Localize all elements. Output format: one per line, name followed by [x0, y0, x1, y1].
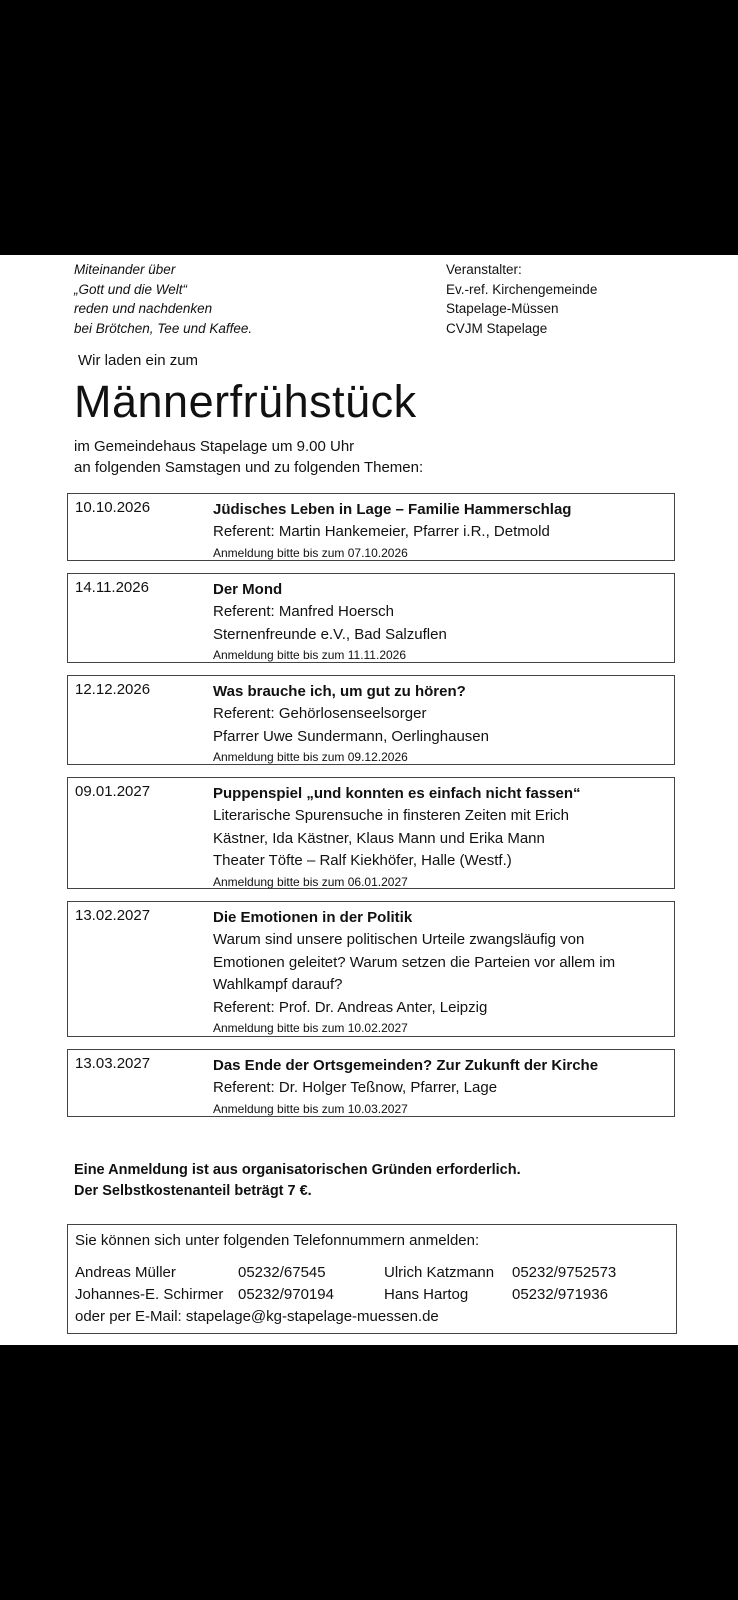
venue-line: im Gemeindehaus Stapelage um 9.00 Uhr	[74, 438, 355, 455]
event-details	[213, 499, 673, 563]
event-box	[67, 493, 675, 561]
note-line: Der Selbstkostenanteil beträgt 7 €.	[74, 1183, 312, 1199]
event-line: Referent: Dr. Holger Teßnow, Pfarrer, Lage	[213, 1079, 498, 1096]
event-registration: Anmeldung bitte bis zum 11.11.2026	[213, 648, 407, 662]
event-box	[67, 675, 675, 765]
event-registration: Anmeldung bitte bis zum 09.12.2026	[213, 750, 408, 764]
contact-phone: 05232/970194	[238, 1286, 334, 1303]
event-line: Sternenfreunde e.V., Bad Salzuflen	[213, 625, 447, 643]
venue-info	[74, 436, 423, 478]
event-line: Kästner, Ida Kästner, Klaus Mann und Erika Mann	[213, 829, 545, 847]
event-title: Puppenspiel „und konnten es einfach nicht fassen“	[213, 785, 581, 802]
event-registration: Anmeldung bitte bis zum 06.01.2027	[213, 874, 408, 889]
contact-name: Johannes-E. Schirmer	[75, 1286, 224, 1303]
event-date: 13.02.2027	[75, 907, 151, 924]
event-date: 12.12.2026	[75, 681, 151, 698]
organizer-line: Ev.-ref. Kirchengemeinde	[446, 281, 598, 297]
event-line: Referent: Manfred Hoersch	[213, 603, 394, 620]
contact-phone: 05232/971936	[512, 1286, 608, 1303]
event-registration: Anmeldung bitte bis zum 07.10.2026	[213, 545, 408, 560]
event-date: 09.01.2027	[75, 783, 151, 800]
event-line: Referent: Martin Hankemeier, Pfarrer i.R., Detmold	[213, 523, 550, 540]
flyer-page	[0, 255, 738, 1345]
intro-motto	[74, 260, 252, 338]
organizer-line: CVJM Stapelage	[446, 320, 548, 336]
contact-name: Hans Hartog	[384, 1286, 469, 1303]
event-date: 14.11.2026	[75, 579, 149, 596]
event-line: Warum sind unsere politischen Urteile zwangsläufig von	[213, 931, 585, 948]
contact-name: Ulrich Katzmann	[384, 1264, 495, 1281]
event-box	[67, 901, 675, 1037]
event-details	[213, 907, 673, 1038]
note-line: Eine Anmeldung ist aus organisatorischen Gründen erforderlich.	[74, 1162, 521, 1178]
event-details	[213, 783, 673, 892]
event-line: Emotionen geleitet? Warum setzen die Parteien vor allem im	[213, 953, 616, 971]
event-registration: Anmeldung bitte bis zum 10.03.2027	[213, 1101, 408, 1116]
event-details	[213, 1055, 673, 1119]
organizer-line: Veranstalter:	[446, 262, 522, 277]
event-line: Literarische Spurensuche in finsteren Zeiten mit Erich	[213, 807, 570, 824]
event-line: Pfarrer Uwe Sundermann, Oerlinghausen	[213, 727, 489, 745]
event-title: Jüdisches Leben in Lage – Familie Hammerschlag	[213, 501, 572, 518]
contact-email: oder per E-Mail: stapelage@kg-stapelage-muessen.de	[75, 1308, 439, 1325]
contact-phone: 05232/67545	[238, 1264, 326, 1281]
event-registration: Anmeldung bitte bis zum 10.02.2027	[213, 1021, 408, 1035]
contact-name: Andreas Müller	[75, 1264, 176, 1281]
registration-note	[74, 1160, 521, 1202]
event-line: Referent: Gehörlosenseelsorger	[213, 705, 427, 722]
venue-line: an folgenden Samstagen und zu folgenden Themen:	[74, 459, 424, 476]
event-title: Die Emotionen in der Politik	[213, 909, 413, 926]
event-details	[213, 681, 673, 767]
contact-box	[67, 1224, 677, 1334]
organizer-block	[446, 260, 597, 338]
contact-phone: 05232/9752573	[512, 1264, 617, 1281]
event-box	[67, 573, 675, 663]
intro-motto-line: bei Brötchen, Tee und Kaffee.	[74, 320, 253, 336]
event-details	[213, 579, 673, 665]
event-title: Der Mond	[213, 581, 283, 598]
event-date: 13.03.2027	[75, 1055, 151, 1072]
intro-motto-line: „Gott und die Welt“	[74, 281, 188, 297]
event-line: Theater Töfte – Ralf Kiekhöfer, Halle (Westf.)	[213, 852, 512, 869]
event-box	[67, 777, 675, 889]
event-date: 10.10.2026	[75, 499, 151, 516]
event-box	[67, 1049, 675, 1117]
contact-heading: Sie können sich unter folgenden Telefonnummern anmelden:	[75, 1232, 480, 1249]
event-title: Was brauche ich, um gut zu hören?	[213, 683, 466, 700]
page-title: Männerfrühstück	[74, 376, 417, 427]
intro-motto-line: reden und nachdenken	[74, 301, 213, 316]
organizer-line: Stapelage-Müssen	[446, 301, 559, 316]
event-line: Referent: Prof. Dr. Andreas Anter, Leipzig	[213, 998, 488, 1016]
event-line: Wahlkampf darauf?	[213, 976, 343, 993]
event-title: Das Ende der Ortsgemeinden? Zur Zukunft der Kirche	[213, 1057, 599, 1074]
invite-text: Wir laden ein zum	[78, 352, 199, 369]
intro-motto-line: Miteinander über	[74, 262, 176, 277]
